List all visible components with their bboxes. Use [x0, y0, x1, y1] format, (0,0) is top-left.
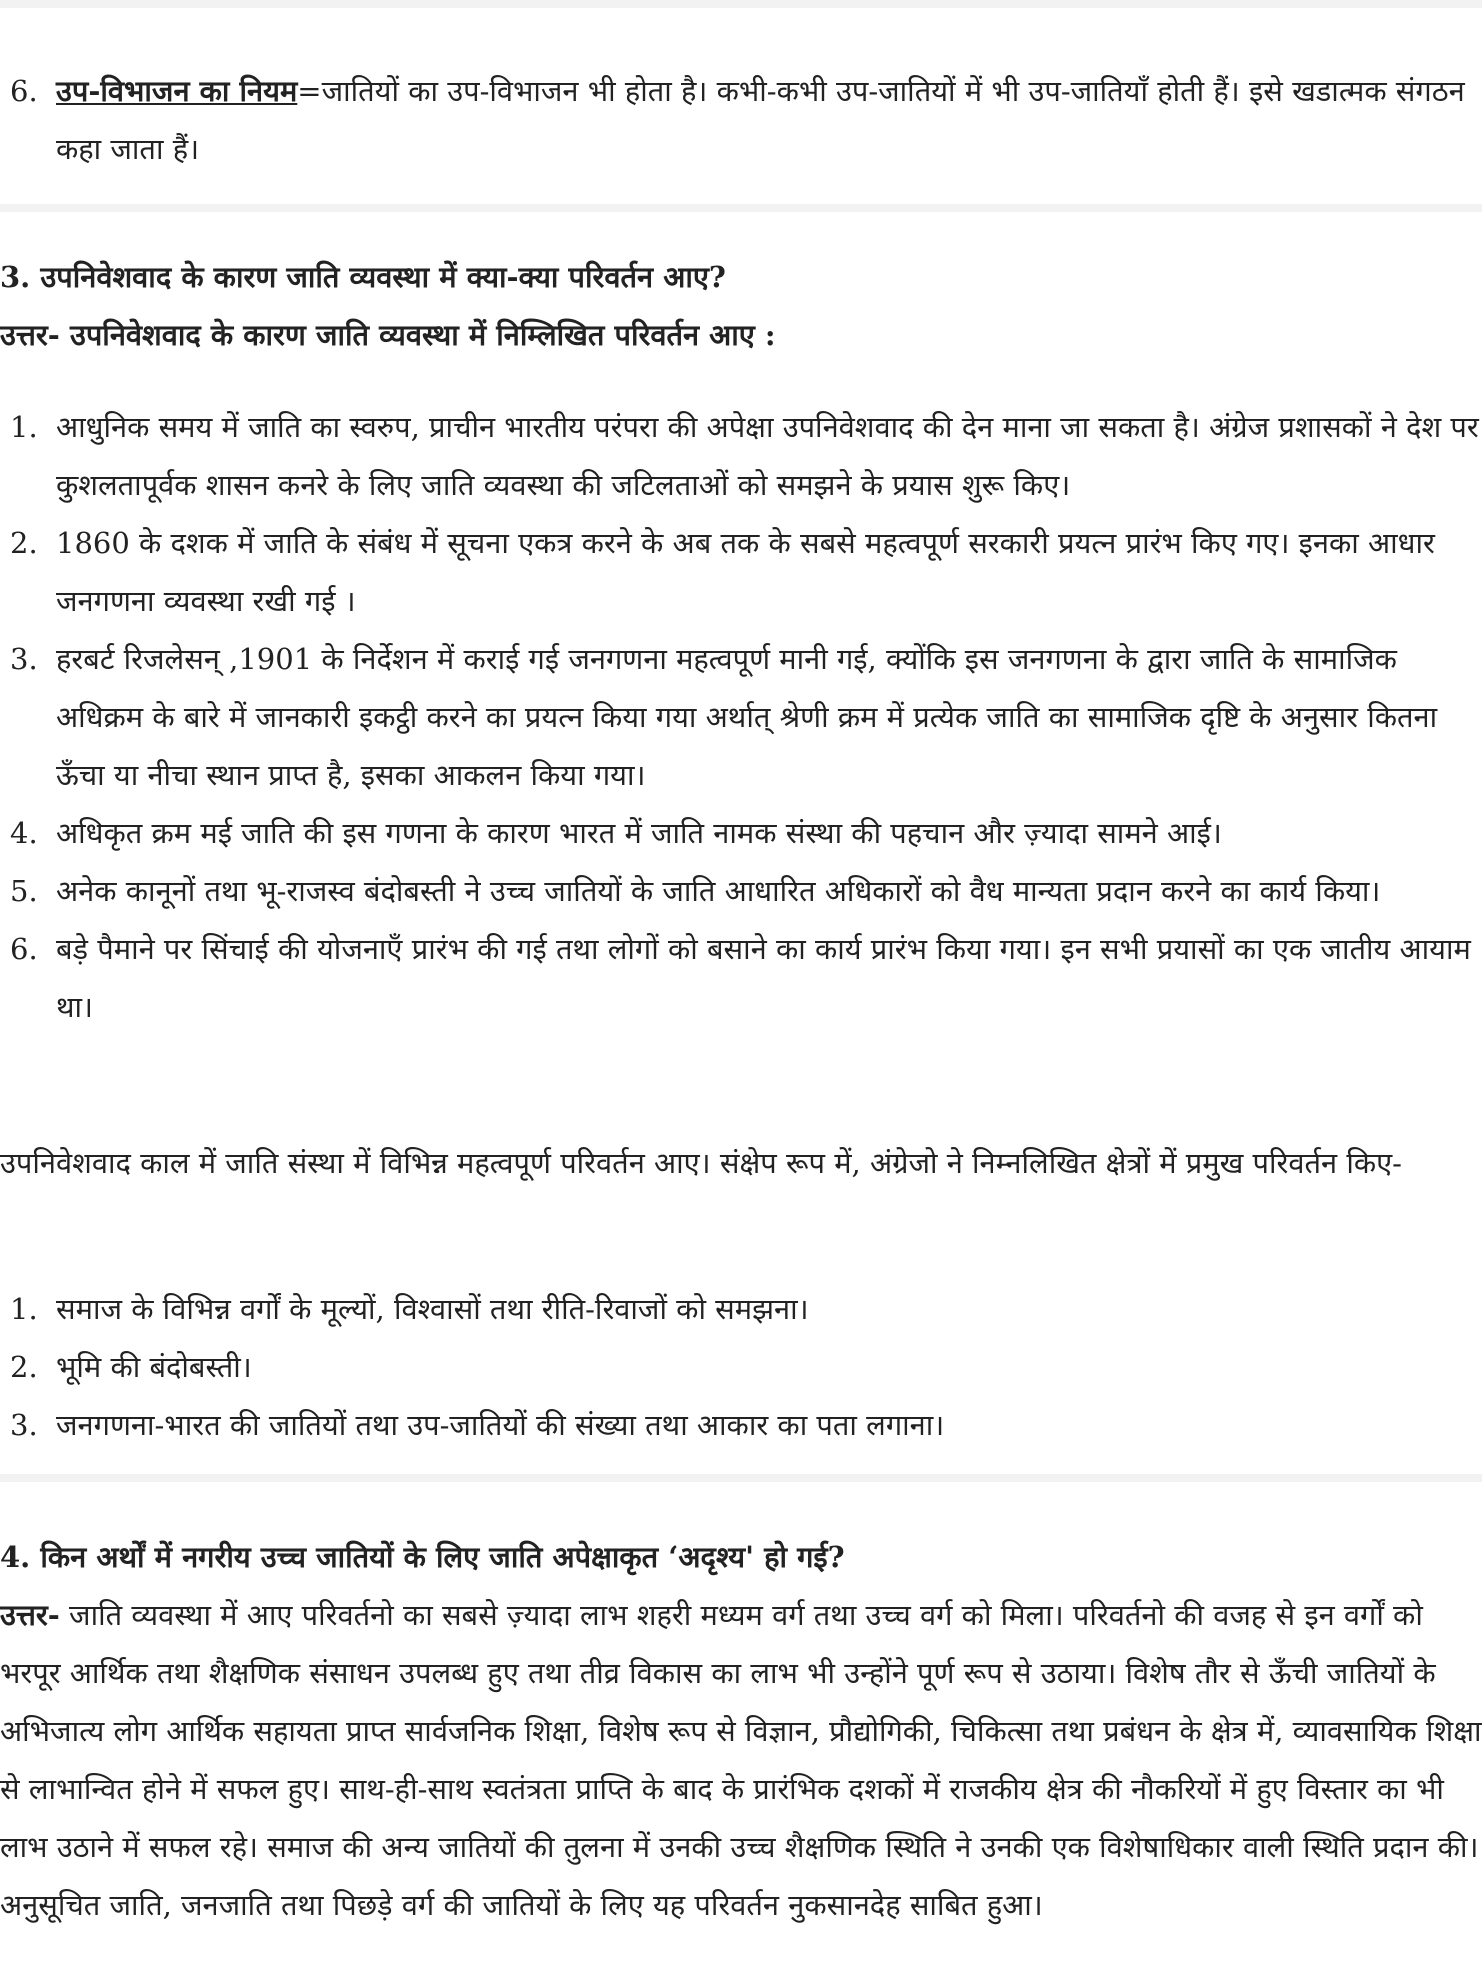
section-divider	[0, 1474, 1482, 1482]
list-item	[0, 62, 1482, 178]
list-item	[0, 804, 1482, 862]
question-3-answer-intro	[0, 306, 1482, 364]
list-item	[0, 398, 1482, 514]
list-number: 5.	[10, 874, 38, 908]
list-text: भूमि की बंदोबस्ती।	[56, 1350, 252, 1384]
list-item	[0, 862, 1482, 920]
question-4-answer	[0, 1586, 1482, 1876]
changes-list	[0, 398, 1482, 1036]
list-text: जनगणना-भारत की जातियों तथा उप-जातियों की संख्या तथा आकार का पता लगाना।	[56, 1408, 945, 1442]
summary-list	[0, 1280, 1482, 1454]
list-number: 1.	[10, 410, 38, 444]
list-number: 6.	[10, 74, 38, 108]
question-3-summary	[0, 1134, 1482, 1192]
summary-paragraph: उपनिवेशवाद काल में जाति संस्था में विभिन्न महत्वपूर्ण परिवर्तन आए। संक्षेप रूप में, अंग्रेजो ने निम्नलिखित क्षेत्रों में प्रमुख परिवर्तन किए-	[0, 1146, 1402, 1180]
question-3-title: 3. उपनिवेशवाद के कारण जाति व्यवस्था में क्या-क्या परिवर्तन आए?	[0, 260, 726, 294]
subdivision-rule-block	[0, 62, 1482, 178]
list-number: 2.	[10, 1350, 38, 1384]
answer-intro-text: उपनिवेशवाद के कारण जाति व्यवस्था में निम्लिखित परिवर्तन आए :	[59, 318, 776, 352]
list-text: 1860 के दशक में जाति के संबंध में सूचना एकत्र करने के अब तक के सबसे महत्वपूर्ण सरकारी प्रयत्न प्रारंभ किए गए। इनका आधार जनगणना व्यवस्था रखी गई ।	[56, 526, 1435, 618]
question-3-points	[0, 398, 1482, 1036]
list-text: अधिकृत क्रम मई जाति की इस गणना के कारण भारत में जाति नामक संस्था की पहचान और ज़्यादा सामने आई।	[56, 816, 1222, 850]
list-item	[0, 920, 1482, 1036]
top-divider	[0, 0, 1482, 8]
list-item	[0, 630, 1482, 804]
list-item	[0, 514, 1482, 630]
rule-list	[0, 62, 1482, 178]
list-item	[0, 1280, 1482, 1338]
question-4-closing: अनुसूचित जाति, जनजाति तथा पिछड़े वर्ग की जातियों के लिए यह परिवर्तन नुकसानदेह साबित हुआ।	[0, 1888, 1043, 1922]
answer-text: जाति व्यवस्था में आए परिवर्तनो का सबसे ज़्यादा लाभ शहरी मध्यम वर्ग तथा उच्च वर्ग को मिला। परिवर्तनो की वजह से इन वर्गों को भरपूर आर्थिक तथा शैक्षणिक संसाधन उपलब्ध हुए तथा तीव्र विकास का लाभ भी उन्होंने पूर्ण रूप से उठाया। विशेष तौर से ऊँची जातियों के अभिजात्य लोग आर्थिक सहायता प्राप्त सार्वजनिक शिक्षा, विशेष रूप से विज्ञान, प्रौद्योगिकी, चिकित्सा तथा प्रबंधन के क्षेत्र में, व्यावसायिक शिक्षा से लाभान्वित होने में सफल हुए। साथ-ही-साथ स्वतंत्रता प्राप्ति के बाद के प्रारंभिक दशकों में राजकीय क्षेत्र की नौकरियों में हुए विस्तार का भी लाभ उठाने में सफल रहे। समाज की अन्य जातियों की तुलना में उनकी उच्च शैक्षणिक स्थिति ने उनकी एक विशेषाधिकार वाली स्थिति प्रदान की।	[0, 1598, 1482, 1864]
rule-text: =जातियों का उप-विभाजन भी होता है। कभी-कभी उप-जातियों में भी उप-जातियाँ होती हैं। इसे खडात्मक संगठन कहा जाता हैं।	[56, 74, 1465, 166]
answer-label: उत्तर-	[0, 1598, 60, 1632]
section-divider	[0, 204, 1482, 212]
question-3-block	[0, 248, 1482, 364]
list-item	[0, 1338, 1482, 1396]
list-text: अनेक कानूनों तथा भू-राजस्व बंदोबस्ती ने उच्च जातियों के जाति आधारित अधिकारों को वैध मान्यता प्रदान करने का कार्य किया।	[56, 874, 1381, 908]
question-4-block	[0, 1528, 1482, 1934]
question-3-summary-points	[0, 1280, 1482, 1454]
list-number: 4.	[10, 816, 38, 850]
list-item	[0, 1396, 1482, 1454]
list-number: 3.	[10, 1408, 38, 1442]
question-4-title: 4. किन अर्थों में नगरीय उच्च जातियों के लिए जाति अपेक्षाकृत ‘अदृश्य' हो गई?	[0, 1540, 845, 1574]
list-number: 1.	[10, 1292, 38, 1326]
list-number: 3.	[10, 642, 38, 676]
list-text: समाज के विभिन्न वर्गों के मूल्यों, विश्वासों तथा रीति-रिवाजों को समझना।	[56, 1292, 809, 1326]
list-number: 2.	[10, 526, 38, 560]
list-text: बड़े पैमाने पर सिंचाई की योजनाएँ प्रारंभ की गई तथा लोगों को बसाने का कार्य प्रारंभ किया गया। इन सभी प्रयासों का एक जातीय आयाम था।	[56, 932, 1471, 1024]
list-text: आधुनिक समय में जाति का स्वरुप, प्राचीन भारतीय परंपरा की अपेक्षा उपनिवेशवाद की देन माना जा सकता है। अंग्रेज प्रशासकों ने देश पर कुशलतापूर्वक शासन कनरे के लिए जाति व्यवस्था की जटिलताओं को समझने के प्रयास शुरू किए।	[56, 410, 1479, 502]
answer-label: उत्तर-	[0, 318, 60, 352]
list-number: 6.	[10, 932, 38, 966]
rule-term: उप-विभाजन का नियम	[56, 74, 298, 108]
list-text: हरबर्ट रिजलेसन् ,1901 के निर्देशन में कराई गई जनगणना महत्वपूर्ण मानी गई, क्योंकि इस जनगणना के द्वारा जाति के सामाजिक अधिक्रम के बारे में जानकारी इकट्ठी करने का प्रयत्न किया गया अर्थात् श्रेणी क्रम में प्रत्येक जाति का सामाजिक दृष्टि के अनुसार कितना ऊँचा या नीचा स्थान प्राप्त है, इसका आकलन किया गया।	[56, 642, 1438, 792]
